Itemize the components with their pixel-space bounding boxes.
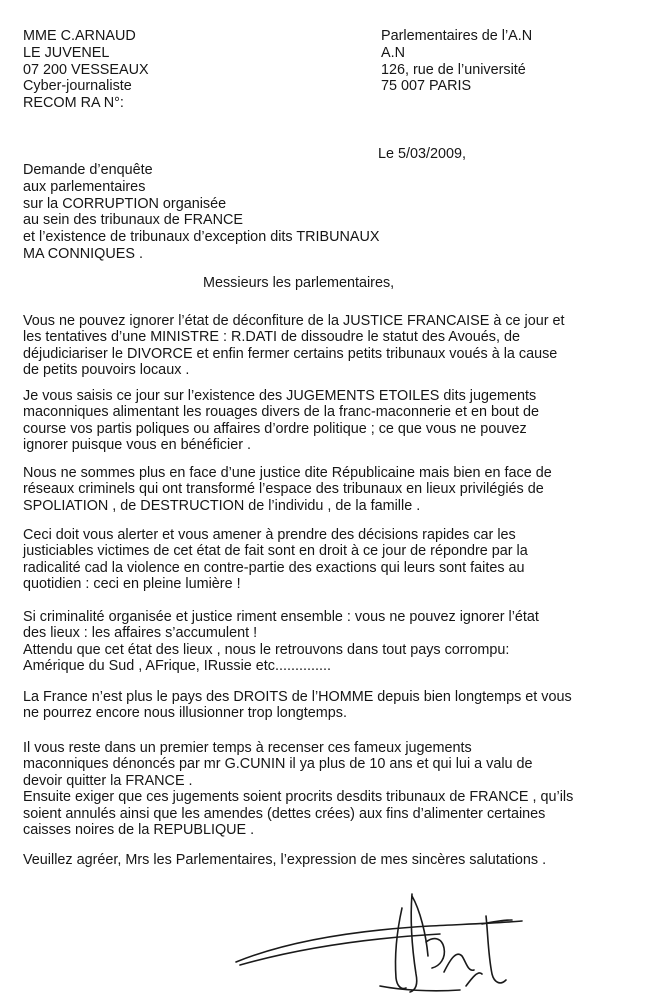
paragraph-line: maconniques dénoncés par mr G.CUNIN il ya plus de 10 ans et qui lui a valu de <box>23 756 533 773</box>
paragraph-line: ne pourrez encore nous illusionner trop longtemps. <box>23 705 347 722</box>
paragraph-criminal-networks <box>23 465 552 514</box>
paragraph-line: SPOLIATION , de DESTRUCTION de l’individu , de la famille . <box>23 497 421 514</box>
paragraph-line: soient annulés ainsi que les amendes (dettes crées) aux fins d’alimenter certaines <box>23 805 546 822</box>
paragraph-justice-crisis <box>23 313 565 379</box>
paragraph-line: justiciables victimes de cet état de fait sont en droit à ce jour de répondre par la <box>23 543 528 560</box>
sender-residence: LE JUVENEL <box>23 44 110 61</box>
subject-line: sur la CORRUPTION organisée <box>23 195 227 212</box>
paragraph-line: des lieux : les affaires s’accumulent ! <box>23 625 258 642</box>
paragraph-line: Je vous saisis ce jour sur l’existence des JUGEMENTS ETOILES dits jugements <box>23 388 537 404</box>
letter-date: Le 5/03/2009, <box>378 146 467 162</box>
recipient-street: 126, rue de l’université <box>381 61 526 78</box>
paragraph-line: ignorer puisque vous en bénéficier . <box>23 437 251 454</box>
paragraph-line: maconniques alimentant les rouages divers de la franc-maconnerie et en bout de <box>23 404 539 421</box>
paragraph-human-rights <box>23 689 572 722</box>
paragraph-alert <box>23 527 528 593</box>
paragraph-line: La France n’est plus le pays des DROITS de l’HOMME depuis bien longtemps et vous <box>23 689 572 705</box>
paragraph-demands <box>23 740 573 838</box>
paragraph-line: course vos partis poliques ou affaires d’ordre politique ; ce que vous ne pouvez <box>23 420 527 437</box>
sender-address <box>23 28 149 112</box>
recipient-org: A.N <box>381 44 405 61</box>
paragraph-line: déjudiciariser le DIVORCE et enfin fermer certains petits tribunaux voués à la cause <box>23 345 558 362</box>
recipient-address <box>381 28 532 95</box>
sender-name: MME C.ARNAUD <box>23 28 136 44</box>
subject-line: MA CONNIQUES . <box>23 245 143 262</box>
paragraph-line: Ceci doit vous alerter et vous amener à prendre des décisions rapides car les <box>23 527 516 543</box>
recipient-name: Parlementaires de l’A.N <box>381 28 533 44</box>
closing-formula: Veuillez agréer, Mrs les Parlementaires, l’expression de mes sincères salutations . <box>23 852 547 868</box>
paragraph-line: Attendu que cet état des lieux , nous le retrouvons dans tout pays corrompu: <box>23 641 510 658</box>
paragraph-line: les tentatives d’une MINISTRE : R.DATI de dissoudre le statut des Avoués, de <box>23 329 520 346</box>
paragraph-line: Amérique du Sud , AFrique, IRussie etc.............. <box>23 658 331 675</box>
subject-line: aux parlementaires <box>23 178 146 195</box>
paragraph-line: Il vous reste dans un premier temps à recenser ces fameux jugements <box>23 740 472 756</box>
recipient-postcode-city: 75 007 PARIS <box>381 78 472 95</box>
paragraph-line: réseaux criminels qui ont transformé l’espace des tribunaux en lieux privilégiés de <box>23 481 544 498</box>
sender-occupation: Cyber-journaliste <box>23 78 132 95</box>
paragraph-jugements-etoiles <box>23 388 539 454</box>
paragraph-line: radicalité cad la violence en contre-partie des exactions qui leurs sont faites au <box>23 559 525 576</box>
letter-subject <box>23 162 379 263</box>
paragraph-line: Nous ne sommes plus en face d’une justice dite Républicaine mais bien en face de <box>23 465 552 481</box>
paragraph-line: quotidien : ceci en pleine lumière ! <box>23 576 241 593</box>
paragraph-line: Ensuite exiger que ces jugements soient procrits desdits tribunaux de FRANCE , qu’ils <box>23 789 574 806</box>
paragraph-line: Si criminalité organisée et justice riment ensemble : vous ne pouvez ignorer l’état <box>23 609 539 625</box>
sender-postcode-city: 07 200 VESSEAUX <box>23 61 149 78</box>
handwritten-signature <box>230 890 530 995</box>
salutation: Messieurs les parlementaires, <box>203 275 395 291</box>
sender-reference: RECOM RA N°: <box>23 95 124 112</box>
paragraph-line: caisses noires de la REPUBLIQUE . <box>23 822 255 839</box>
subject-line: Demande d’enquête <box>23 162 153 178</box>
paragraph-line: devoir quitter la FRANCE . <box>23 772 193 789</box>
subject-line: et l’existence de tribunaux d’exception dits TRIBUNAUX <box>23 229 380 246</box>
paragraph-line: Vous ne pouvez ignorer l’état de déconfiture de la JUSTICE FRANCAISE à ce jour et <box>23 313 565 329</box>
paragraph-organized-crime <box>23 609 539 675</box>
paragraph-line: de petits pouvoirs locaux . <box>23 362 190 379</box>
subject-line: au sein des tribunaux de FRANCE <box>23 212 243 229</box>
